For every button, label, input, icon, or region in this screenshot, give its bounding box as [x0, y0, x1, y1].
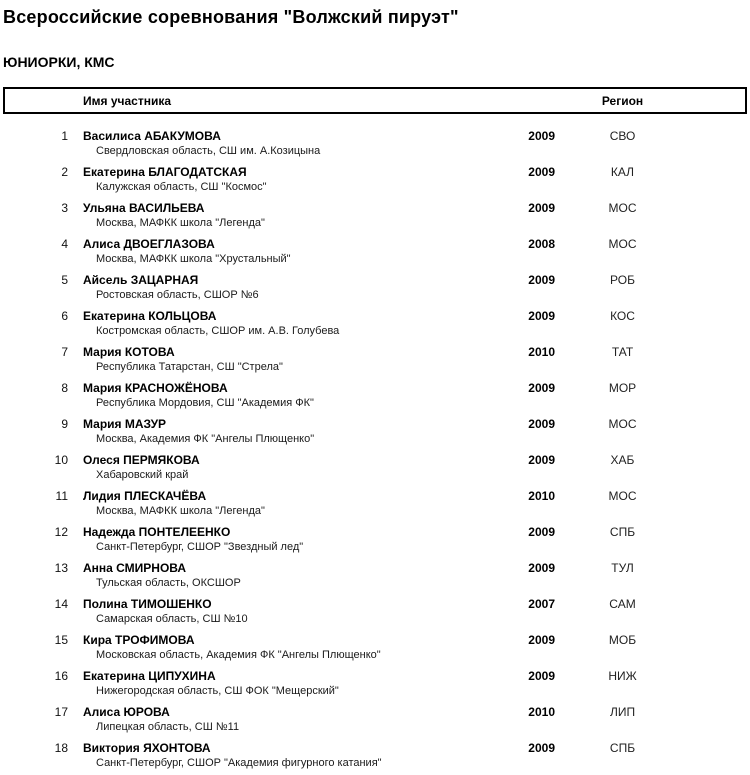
region-code: РОБ: [610, 273, 635, 287]
table-row: [0, 381, 750, 410]
participant-name: Василиса АБАКУМОВА: [83, 129, 221, 143]
participant-block: [68, 345, 520, 374]
row-number: 6: [61, 309, 68, 323]
table-row: [0, 597, 750, 626]
row-number: 9: [61, 417, 68, 431]
participant-block: [68, 201, 520, 230]
table-row: [0, 669, 750, 698]
participant-name: Екатерина КОЛЬЦОВА: [83, 309, 217, 323]
birth-year: 2008: [528, 237, 555, 251]
row-number: 3: [61, 201, 68, 215]
participant-block: [68, 741, 520, 770]
birth-year: 2009: [528, 417, 555, 431]
region-code: ТУЛ: [611, 561, 634, 575]
participant-club: Тульская область, ОКСШОР: [96, 577, 241, 589]
participant-block: [68, 633, 520, 662]
participant-block: [68, 561, 520, 590]
row-number: 15: [54, 633, 68, 647]
birth-year: 2009: [528, 633, 555, 647]
birth-year: 2009: [528, 525, 555, 539]
participant-name: Кира ТРОФИМОВА: [83, 633, 195, 647]
table-row: [0, 453, 750, 482]
column-header-region: Регион: [601, 93, 644, 108]
birth-year: 2009: [528, 561, 555, 575]
participant-club: Свердловская область, СШ им. А.Козицына: [96, 145, 321, 157]
birth-year: 2009: [528, 201, 555, 215]
participant-name: Алиса ДВОЕГЛАЗОВА: [83, 237, 215, 251]
table-row: [0, 561, 750, 590]
participant-club: Ростовская область, СШОР №6: [96, 289, 259, 301]
participant-block: [68, 525, 520, 554]
table-row: [0, 165, 750, 194]
region-code: МОБ: [608, 633, 637, 647]
participant-block: [68, 669, 520, 698]
table-row: [0, 345, 750, 374]
row-number: 8: [61, 381, 68, 395]
region-code: МОС: [608, 417, 637, 431]
region-code: КОС: [610, 309, 635, 323]
birth-year: 2010: [528, 705, 555, 719]
row-number: 13: [54, 561, 68, 575]
participant-name: Ульяна ВАСИЛЬЕВА: [83, 201, 205, 215]
category-title: ЮНИОРКИ, КМС: [3, 54, 115, 70]
region-code: МОС: [608, 489, 637, 503]
participant-block: [68, 237, 520, 266]
birth-year: 2010: [528, 489, 555, 503]
row-number: 17: [54, 705, 68, 719]
table-row: [0, 237, 750, 266]
participant-name: Айсель ЗАЦАРНАЯ: [83, 273, 199, 287]
participant-block: [68, 597, 520, 626]
participant-name: Мария КОТОВА: [83, 345, 175, 359]
table-header: [3, 87, 747, 114]
region-code: МОР: [608, 381, 637, 395]
participant-block: [68, 129, 520, 158]
birth-year: 2009: [528, 165, 555, 179]
participant-club: Хабаровский край: [96, 469, 189, 481]
participant-name: Екатерина БЛАГОДАТСКАЯ: [83, 165, 247, 179]
participant-club: Республика Мордовия, СШ "Академия ФК": [96, 397, 314, 409]
region-code: СПБ: [609, 741, 636, 755]
row-number: 4: [61, 237, 68, 251]
participant-name: Виктория ЯХОНТОВА: [83, 741, 211, 755]
participant-name: Олеся ПЕРМЯКОВА: [83, 453, 200, 467]
row-number: 16: [54, 669, 68, 683]
participant-name: Полина ТИМОШЕНКО: [83, 597, 212, 611]
participant-club: Самарская область, СШ №10: [96, 613, 248, 625]
region-code: СВО: [609, 129, 636, 143]
table-row: [0, 525, 750, 554]
row-number: 2: [61, 165, 68, 179]
birth-year: 2009: [528, 741, 555, 755]
region-code: ЛИП: [609, 705, 636, 719]
participant-block: [68, 165, 520, 194]
row-number: 7: [61, 345, 68, 359]
participant-club: Московская область, Академия ФК "Ангелы Плющенко": [96, 649, 381, 661]
birth-year: 2009: [528, 453, 555, 467]
participant-club: Москва, МАФКК школа "Легенда": [96, 505, 265, 517]
participant-name: Екатерина ЦИПУХИНА: [83, 669, 216, 683]
region-code: МОС: [608, 237, 637, 251]
page-title: Всероссийские соревнования "Волжский пируэт": [3, 7, 459, 27]
table-row: [0, 273, 750, 302]
participants-list: [0, 129, 750, 770]
region-code: НИЖ: [608, 669, 637, 683]
table-row: [0, 129, 750, 158]
column-header-name: Имя участника: [83, 93, 172, 108]
participant-club: Республика Татарстан, СШ "Стрела": [96, 361, 283, 373]
participant-club: Санкт-Петербург, СШОР "Звездный лед": [96, 541, 304, 553]
participant-club: Нижегородская область, СШ ФОК "Мещерский": [96, 685, 339, 697]
participant-block: [68, 489, 520, 518]
region-code: МОС: [608, 201, 637, 215]
row-number: 14: [54, 597, 68, 611]
participant-club: Костромская область, СШОР им. А.В. Голубева: [96, 325, 340, 337]
table-row: [0, 633, 750, 662]
birth-year: 2009: [528, 669, 555, 683]
birth-year: 2009: [528, 309, 555, 323]
participant-club: Калужская область, СШ "Космос": [96, 181, 267, 193]
row-number: 1: [61, 129, 68, 143]
row-number: 18: [54, 741, 68, 755]
participant-block: [68, 417, 520, 446]
region-code: САМ: [609, 597, 636, 611]
participant-club: Москва, Академия ФК "Ангелы Плющенко": [96, 433, 315, 445]
region-code: КАЛ: [610, 165, 635, 179]
participant-block: [68, 309, 520, 338]
row-number: 10: [54, 453, 68, 467]
participant-name: Надежда ПОНТЕЛЕЕНКО: [83, 525, 231, 539]
row-number: 11: [55, 489, 68, 503]
table-row: [0, 741, 750, 770]
region-code: ХАБ: [610, 453, 635, 467]
participant-block: [68, 453, 520, 482]
birth-year: 2009: [528, 129, 555, 143]
participant-name: Анна СМИРНОВА: [83, 561, 187, 575]
participant-club: Липецкая область, СШ №11: [96, 721, 240, 733]
region-code: СПБ: [609, 525, 636, 539]
birth-year: 2007: [528, 597, 555, 611]
row-number: 5: [61, 273, 68, 287]
participant-block: [68, 705, 520, 734]
row-number: 12: [54, 525, 68, 539]
table-row: [0, 201, 750, 230]
table-row: [0, 705, 750, 734]
participant-name: Мария МАЗУР: [83, 417, 167, 431]
birth-year: 2010: [528, 345, 555, 359]
birth-year: 2009: [528, 381, 555, 395]
participant-club: Санкт-Петербург, СШОР "Академия фигурного катания": [96, 757, 382, 769]
participant-name: Мария КРАСНОЖЁНОВА: [83, 381, 228, 395]
region-code: ТАТ: [611, 345, 634, 359]
participant-block: [68, 273, 520, 302]
participant-club: Москва, МАФКК школа "Хрустальный": [96, 253, 291, 265]
participant-name: Лидия ПЛЕСКАЧЁВА: [83, 489, 207, 503]
participant-block: [68, 381, 520, 410]
participant-club: Москва, МАФКК школа "Легенда": [96, 217, 265, 229]
participant-name: Алиса ЮРОВА: [83, 705, 170, 719]
table-row: [0, 309, 750, 338]
table-row: [0, 489, 750, 518]
birth-year: 2009: [528, 273, 555, 287]
table-row: [0, 417, 750, 446]
